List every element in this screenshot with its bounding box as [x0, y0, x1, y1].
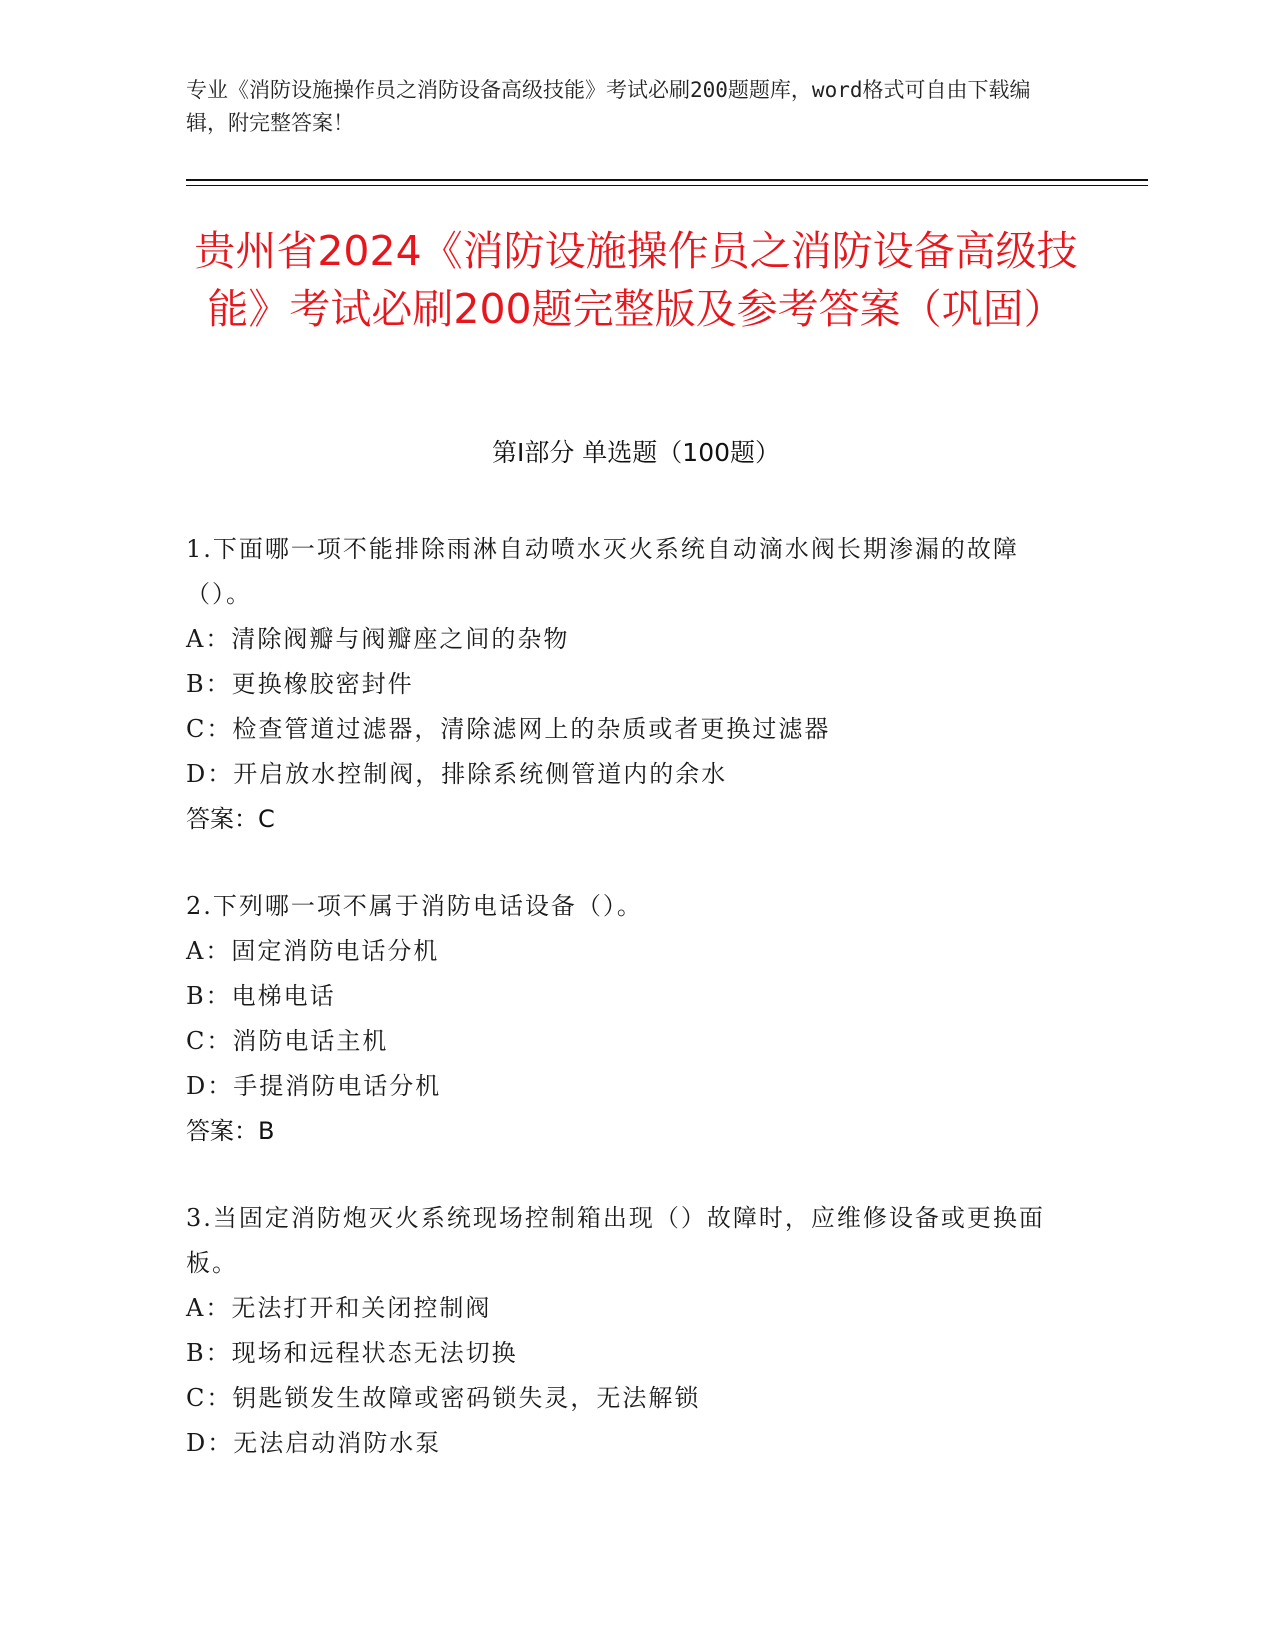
header-note: 专业《消防设施操作员之消防设备高级技能》考试必刷200题题库，word格式可自由下载编辑，附完整答案！	[186, 78, 1031, 135]
option-a: A：无法打开和关闭控制阀	[186, 1294, 492, 1322]
question-1	[186, 527, 1066, 842]
question-3	[186, 1196, 1066, 1466]
option-c: C：钥匙锁发生故障或密码锁失灵，无法解锁	[186, 1384, 701, 1412]
question-stem: 3.当固定消防炮灭火系统现场控制箱出现（）故障时，应维修设备或更换面板。	[186, 1204, 1045, 1277]
option-a: A：清除阀瓣与阀瓣座之间的杂物	[186, 625, 570, 653]
option-b: B：更换橡胶密封件	[186, 670, 414, 698]
header-divider-thick	[186, 179, 1148, 181]
document-title: 贵州省2024《消防设施操作员之消防设备高级技能》考试必刷200题完整版及参考答案（巩固）	[194, 227, 1078, 333]
option-b: B：电梯电话	[186, 982, 336, 1010]
question-stem: 1.下面哪一项不能排除雨淋自动喷水灭火系统自动滴水阀长期渗漏的故障（）。	[186, 535, 1019, 608]
option-c: C：检查管道过滤器，清除滤网上的杂质或者更换过滤器	[186, 715, 831, 743]
option-c: C：消防电话主机	[186, 1027, 389, 1055]
option-d: D：开启放水控制阀，排除系统侧管道内的余水	[186, 760, 728, 788]
section-heading: 第I部分 单选题（100题）	[491, 438, 781, 467]
question-stem: 2.下列哪一项不属于消防电话设备（）。	[186, 892, 643, 920]
option-d: D：无法启动消防水泵	[186, 1429, 442, 1457]
header-divider-thin	[186, 185, 1148, 186]
option-a: A：固定消防电话分机	[186, 937, 440, 965]
answer-line: 答案：C	[186, 805, 275, 833]
option-b: B：现场和远程状态无法切换	[186, 1339, 518, 1367]
question-2	[186, 884, 1066, 1154]
answer-line: 答案：B	[186, 1117, 275, 1145]
question-list	[186, 527, 1066, 1508]
option-d: D：手提消防电话分机	[186, 1072, 442, 1100]
